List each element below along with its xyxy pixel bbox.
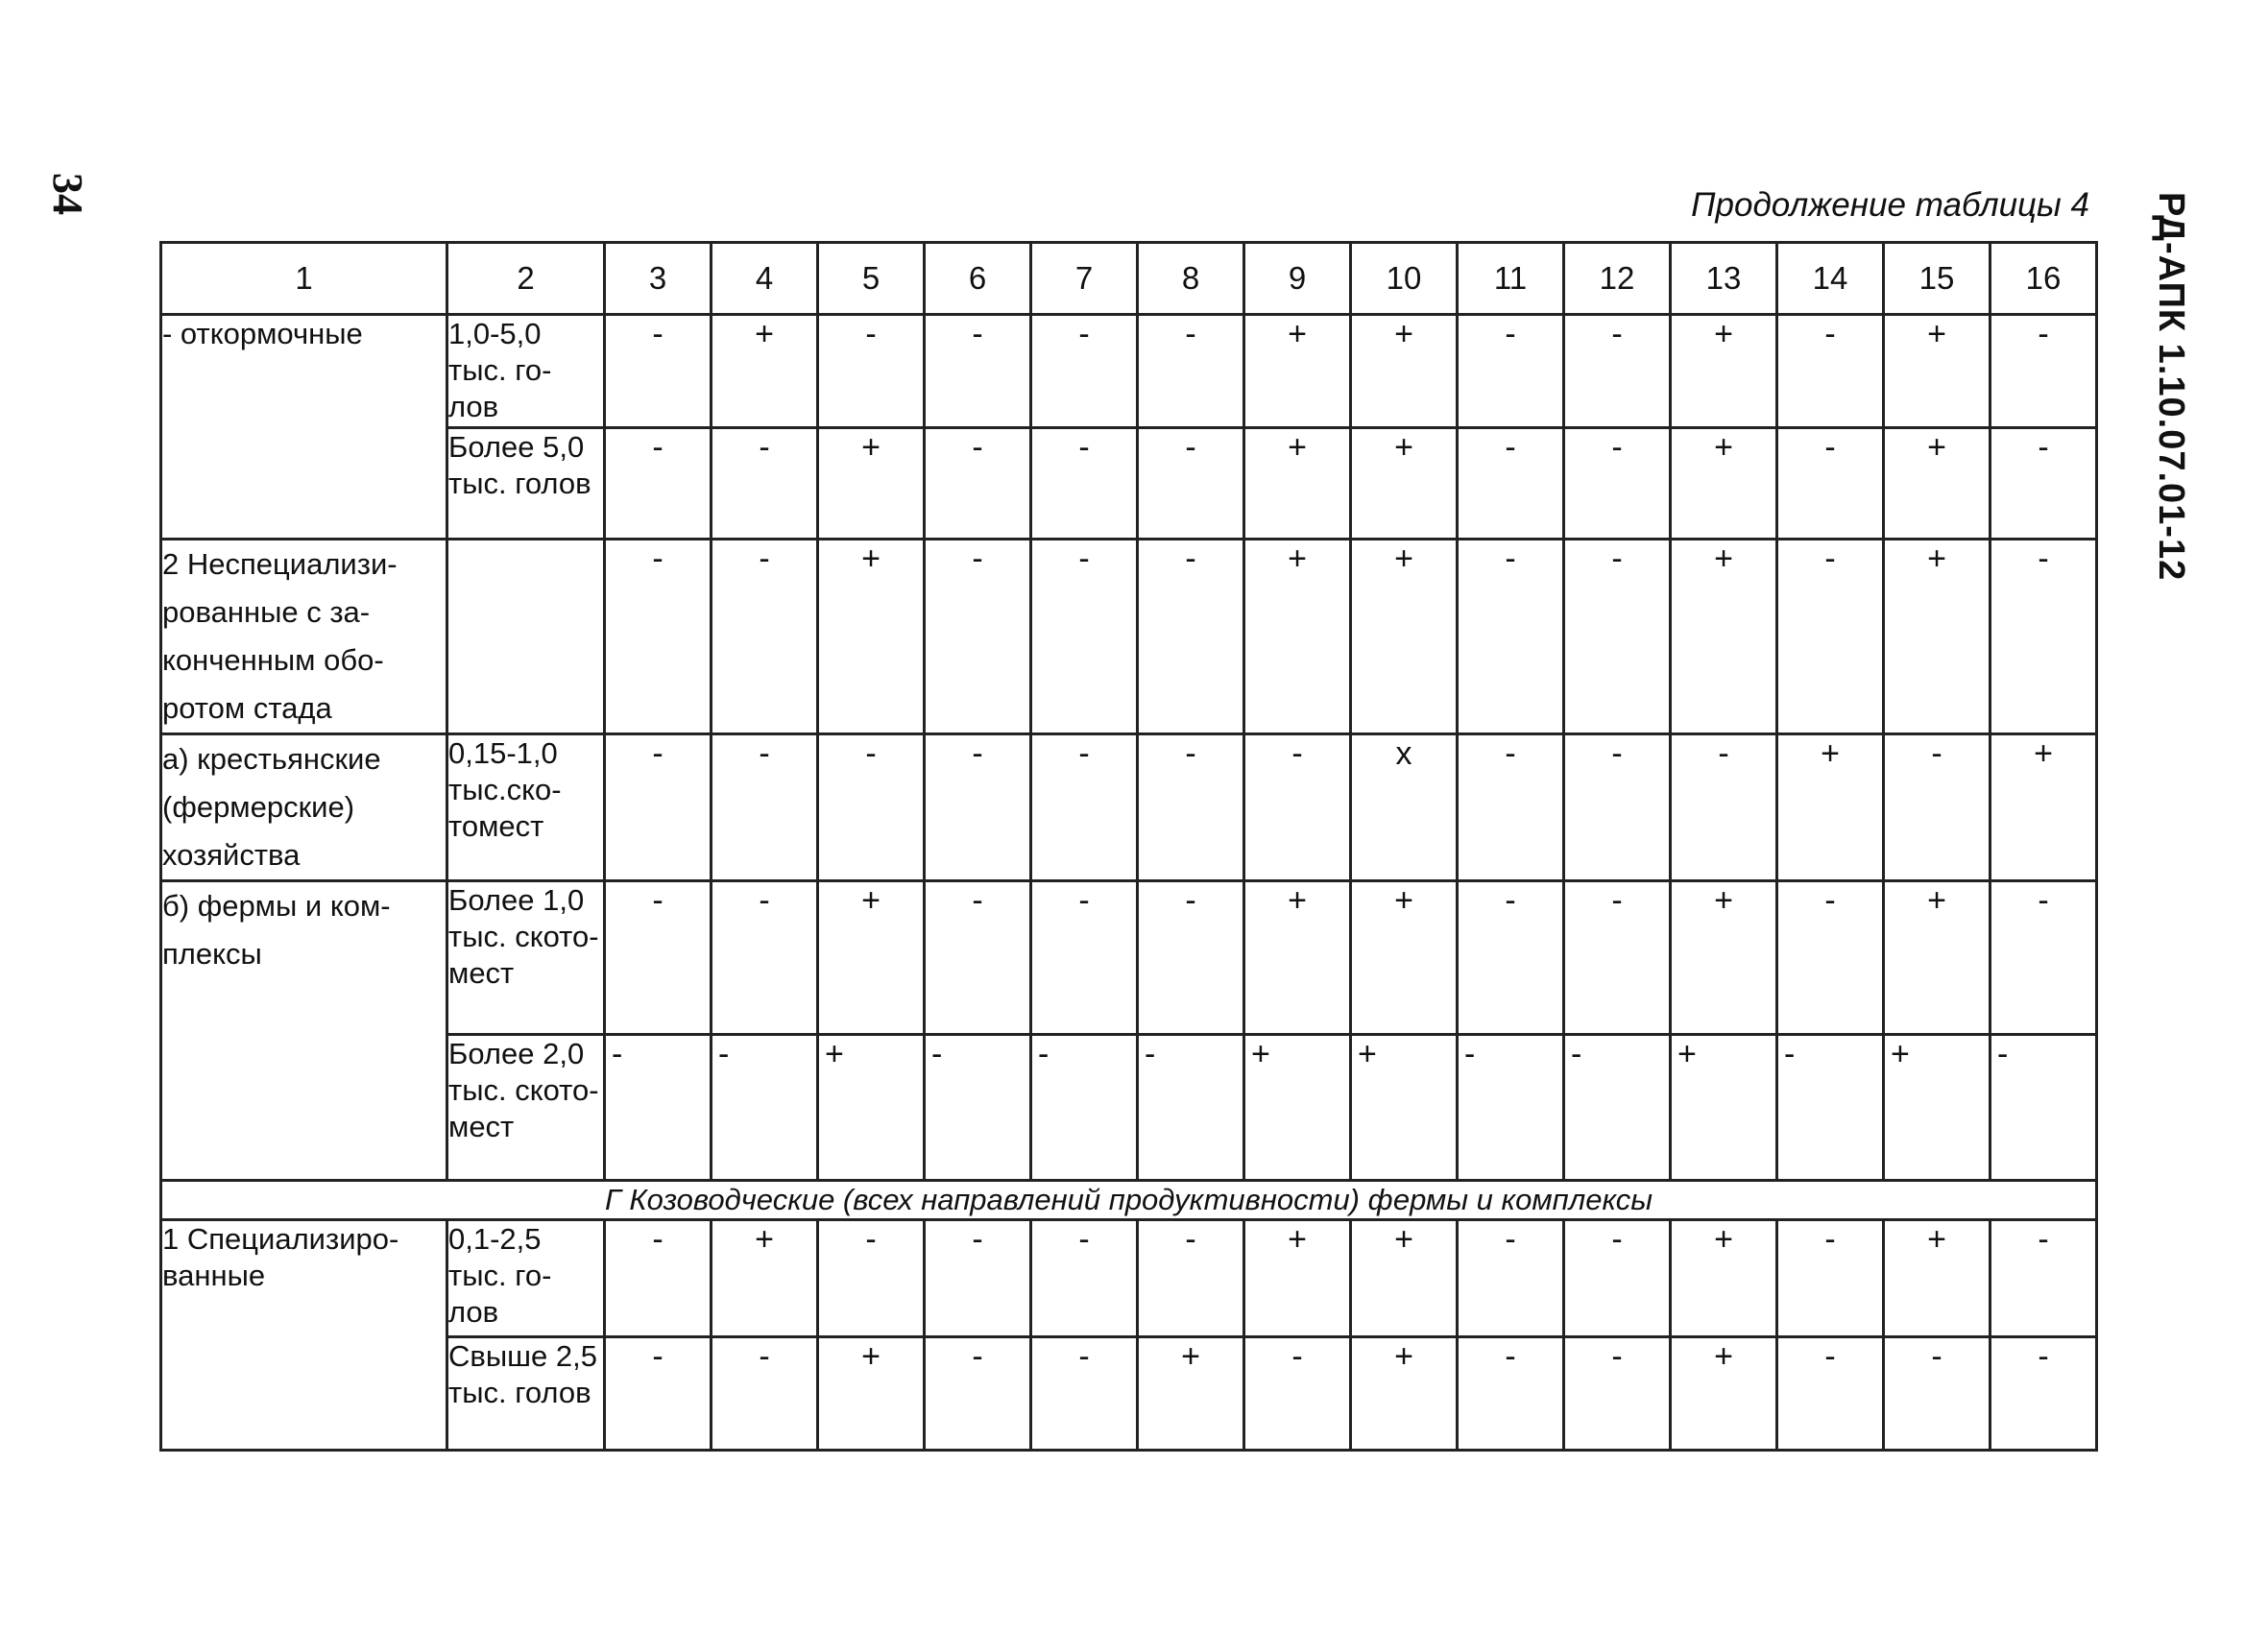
mark-cell: - xyxy=(1564,428,1671,540)
mark-cell: + xyxy=(1884,315,1991,428)
mark-cell: - xyxy=(1777,1220,1884,1337)
table-row xyxy=(161,428,2097,540)
mark-cell: + xyxy=(1777,734,1884,881)
mark-cell: + xyxy=(1884,1220,1991,1337)
mark-cell: - xyxy=(1031,881,1138,1035)
row-capacity: 0,1-2,5 тыс. го- лов xyxy=(447,1220,605,1337)
mark-cell: - xyxy=(1458,540,1564,734)
table-row xyxy=(161,1035,2097,1181)
row-capacity: 0,15-1,0 тыс.ско- томест xyxy=(447,734,605,881)
mark-cell: + xyxy=(1244,428,1351,540)
table-row xyxy=(161,1337,2097,1451)
mark-cell: - xyxy=(1458,734,1564,881)
mark-cell: - xyxy=(818,1220,925,1337)
column-header: 10 xyxy=(1351,243,1458,315)
mark-cell: - xyxy=(1991,1035,2097,1181)
mark-cell: + xyxy=(1671,1035,1777,1181)
mark-cell: + xyxy=(1671,1337,1777,1451)
mark-cell: + xyxy=(1671,881,1777,1035)
mark-cell: + xyxy=(1991,734,2097,881)
mark-cell: - xyxy=(1564,1035,1671,1181)
mark-cell: + xyxy=(1138,1337,1244,1451)
mark-cell: + xyxy=(1884,428,1991,540)
column-header: 7 xyxy=(1031,243,1138,315)
mark-cell: + xyxy=(1244,540,1351,734)
column-header: 15 xyxy=(1884,243,1991,315)
mark-cell: - xyxy=(1777,540,1884,734)
page-number: 34 xyxy=(44,173,91,215)
mark-cell: x xyxy=(1351,734,1458,881)
mark-cell: + xyxy=(712,315,818,428)
mark-cell: - xyxy=(1991,1337,2097,1451)
mark-cell: + xyxy=(1244,881,1351,1035)
mark-cell: - xyxy=(1777,315,1884,428)
column-header: 4 xyxy=(712,243,818,315)
mark-cell: - xyxy=(925,1337,1031,1451)
mark-cell: - xyxy=(1564,540,1671,734)
row-label: 2 Неспециализи- рованные с за- конченным обо- ротом стада xyxy=(161,540,447,734)
mark-cell: - xyxy=(1138,734,1244,881)
row-capacity: Более 5,0 тыс. голов xyxy=(447,428,605,540)
mark-cell: - xyxy=(818,734,925,881)
mark-cell: - xyxy=(605,881,712,1035)
mark-cell: - xyxy=(1031,1337,1138,1451)
mark-cell: + xyxy=(1351,1035,1458,1181)
mark-cell: - xyxy=(605,1035,712,1181)
table-row xyxy=(161,315,2097,428)
mark-cell: + xyxy=(1351,540,1458,734)
mark-cell: - xyxy=(925,315,1031,428)
mark-cell: - xyxy=(925,734,1031,881)
mark-cell: - xyxy=(605,734,712,881)
column-header: 16 xyxy=(1991,243,2097,315)
mark-cell: - xyxy=(1564,315,1671,428)
mark-cell: + xyxy=(1244,1220,1351,1337)
mark-cell: - xyxy=(1777,1035,1884,1181)
mark-cell: - xyxy=(1031,1220,1138,1337)
mark-cell: - xyxy=(925,428,1031,540)
mark-cell: - xyxy=(1031,540,1138,734)
mark-cell: - xyxy=(1244,1337,1351,1451)
row-capacity: 1,0-5,0 тыс. го- лов xyxy=(447,315,605,428)
mark-cell: - xyxy=(712,428,818,540)
mark-cell: - xyxy=(1031,315,1138,428)
mark-cell: - xyxy=(1777,1337,1884,1451)
mark-cell: - xyxy=(1991,428,2097,540)
header-row xyxy=(161,243,2097,315)
column-header: 14 xyxy=(1777,243,1884,315)
document-code: РД-АПК 1.10.07.01-12 xyxy=(2151,192,2191,582)
mark-cell: - xyxy=(1031,428,1138,540)
mark-cell: - xyxy=(1671,734,1777,881)
mark-cell: + xyxy=(1671,1220,1777,1337)
row-label: б) фермы и ком- плексы xyxy=(161,881,447,1181)
mark-cell: + xyxy=(818,540,925,734)
table-caption: Продолжение таблицы 4 xyxy=(1691,186,2089,224)
row-label: - откормочные xyxy=(161,315,447,540)
mark-cell: - xyxy=(1991,1220,2097,1337)
mark-cell: - xyxy=(605,540,712,734)
mark-cell: - xyxy=(712,1337,818,1451)
mark-cell: - xyxy=(1458,428,1564,540)
mark-cell: - xyxy=(1458,1337,1564,1451)
mark-cell: + xyxy=(1351,1337,1458,1451)
mark-cell: - xyxy=(1777,428,1884,540)
column-header: 13 xyxy=(1671,243,1777,315)
mark-cell: - xyxy=(1991,881,2097,1035)
column-header: 5 xyxy=(818,243,925,315)
mark-cell: - xyxy=(818,315,925,428)
mark-cell: - xyxy=(712,1035,818,1181)
mark-cell: + xyxy=(818,1337,925,1451)
mark-cell: - xyxy=(1564,734,1671,881)
mark-cell: - xyxy=(1564,1337,1671,1451)
mark-cell: - xyxy=(1138,881,1244,1035)
mark-cell: - xyxy=(712,734,818,881)
column-header: 1 xyxy=(161,243,447,315)
mark-cell: + xyxy=(1884,1035,1991,1181)
mark-cell: + xyxy=(818,881,925,1035)
mark-cell: + xyxy=(1671,428,1777,540)
mark-cell: + xyxy=(1244,1035,1351,1181)
column-header: 6 xyxy=(925,243,1031,315)
table-row xyxy=(161,881,2097,1035)
row-label: 1 Специализиро- ванные xyxy=(161,1220,447,1451)
mark-cell: - xyxy=(605,1337,712,1451)
table-row xyxy=(161,1220,2097,1337)
column-header: 12 xyxy=(1564,243,1671,315)
mark-cell: + xyxy=(1351,315,1458,428)
mark-cell: - xyxy=(1138,540,1244,734)
mark-cell: - xyxy=(1458,1035,1564,1181)
column-header: 3 xyxy=(605,243,712,315)
mark-cell: - xyxy=(1884,734,1991,881)
mark-cell: - xyxy=(1458,1220,1564,1337)
mark-cell: - xyxy=(1564,1220,1671,1337)
mark-cell: - xyxy=(712,540,818,734)
mark-cell: - xyxy=(1458,881,1564,1035)
mark-cell: + xyxy=(1244,315,1351,428)
mark-cell: - xyxy=(1991,540,2097,734)
section-row xyxy=(161,1181,2097,1220)
mark-cell: + xyxy=(1884,540,1991,734)
mark-cell: - xyxy=(1777,881,1884,1035)
mark-cell: + xyxy=(1671,540,1777,734)
row-label: а) крестьянские (фермерские) хозяйства xyxy=(161,734,447,881)
column-header: 11 xyxy=(1458,243,1564,315)
mark-cell: - xyxy=(1031,734,1138,881)
mark-cell: - xyxy=(1138,315,1244,428)
mark-cell: - xyxy=(1031,1035,1138,1181)
mark-cell: + xyxy=(712,1220,818,1337)
mark-cell: + xyxy=(1884,881,1991,1035)
row-capacity: Более 1,0 тыс. ското- мест xyxy=(447,881,605,1035)
mark-cell: - xyxy=(1138,1220,1244,1337)
mark-cell: - xyxy=(925,1220,1031,1337)
mark-cell: - xyxy=(605,1220,712,1337)
mark-cell: - xyxy=(1138,428,1244,540)
section-title: Г Козоводческие (всех направлений продуктивности) фермы и комплексы xyxy=(161,1181,2097,1220)
mark-cell: - xyxy=(1138,1035,1244,1181)
mark-cell: - xyxy=(712,881,818,1035)
mark-cell: + xyxy=(818,428,925,540)
mark-cell: - xyxy=(605,315,712,428)
requirements-table xyxy=(159,241,2098,1452)
mark-cell: + xyxy=(1351,881,1458,1035)
row-capacity xyxy=(447,540,605,734)
mark-cell: + xyxy=(1351,1220,1458,1337)
mark-cell: - xyxy=(1564,881,1671,1035)
mark-cell: + xyxy=(1351,428,1458,540)
row-capacity: Свыше 2,5 тыс. голов xyxy=(447,1337,605,1451)
mark-cell: - xyxy=(1991,315,2097,428)
mark-cell: + xyxy=(1671,315,1777,428)
column-header: 2 xyxy=(447,243,605,315)
mark-cell: - xyxy=(605,428,712,540)
mark-cell: - xyxy=(925,881,1031,1035)
mark-cell: - xyxy=(1884,1337,1991,1451)
mark-cell: + xyxy=(818,1035,925,1181)
row-capacity: Более 2,0 тыс. ското- мест xyxy=(447,1035,605,1181)
table-row xyxy=(161,540,2097,734)
mark-cell: - xyxy=(925,1035,1031,1181)
mark-cell: - xyxy=(1244,734,1351,881)
table-row xyxy=(161,734,2097,881)
column-header: 8 xyxy=(1138,243,1244,315)
mark-cell: - xyxy=(925,540,1031,734)
column-header: 9 xyxy=(1244,243,1351,315)
mark-cell: - xyxy=(1458,315,1564,428)
